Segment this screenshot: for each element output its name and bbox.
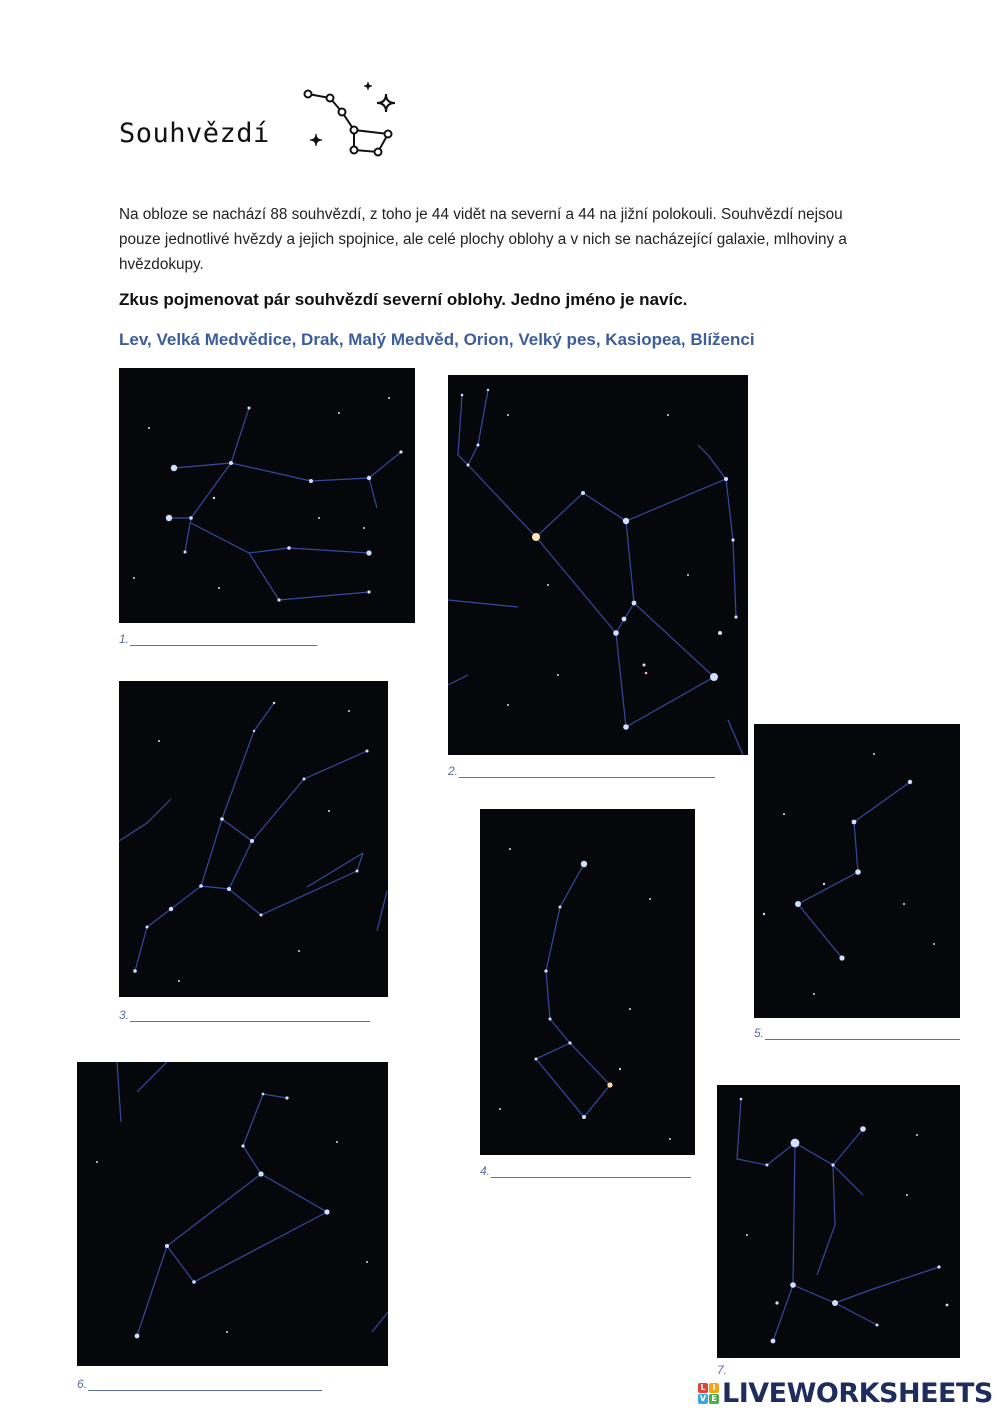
constellation-image-6 [77, 1062, 388, 1366]
constellation-name-list: Lev, Velká Medvědice, Drak, Malý Medvěd, Orion, Velký pes, Kasiopea, Blíženci [119, 330, 755, 349]
logo-badge-icon: L I V E [698, 1383, 719, 1404]
constellation-image-5 [754, 724, 960, 1018]
constellation-icon [296, 78, 402, 164]
answer-line-2[interactable]: 2. [448, 764, 715, 778]
page-title: Souhvězdí [119, 118, 270, 149]
answer-line-3[interactable]: 3. [119, 1008, 370, 1022]
liveworksheets-logo [698, 1376, 993, 1410]
answer-line-1[interactable]: 1. [119, 632, 317, 646]
answer-line-7[interactable]: 7. [717, 1363, 728, 1377]
answer-line-5[interactable]: 5. [754, 1026, 960, 1040]
constellation-image-4 [480, 809, 695, 1155]
intro-paragraph: Na obloze se nachází 88 souhvězdí, z toho je 44 vidět na severní a 44 na jižní polokouli. Souhvězdí nejsou pouze jednotlivé hvězdy a jejich spojnice, ale celé plochy oblohy a v nich se nacházející galaxie, mlhoviny a hvězdokupy. [119, 206, 847, 273]
answer-line-4[interactable]: 4. [480, 1164, 691, 1178]
constellation-image-3 [119, 681, 388, 997]
constellation-image-2 [448, 375, 748, 755]
task-instruction: Zkus pojmenovat pár souhvězdí severní oblohy. Jedno jméno je navíc. [119, 290, 688, 309]
brand-name: LIVEWORKSHEETS [722, 1377, 993, 1409]
constellation-image-1 [119, 368, 415, 623]
constellation-image-7 [717, 1085, 960, 1358]
answer-line-6[interactable]: 6. [77, 1377, 322, 1391]
